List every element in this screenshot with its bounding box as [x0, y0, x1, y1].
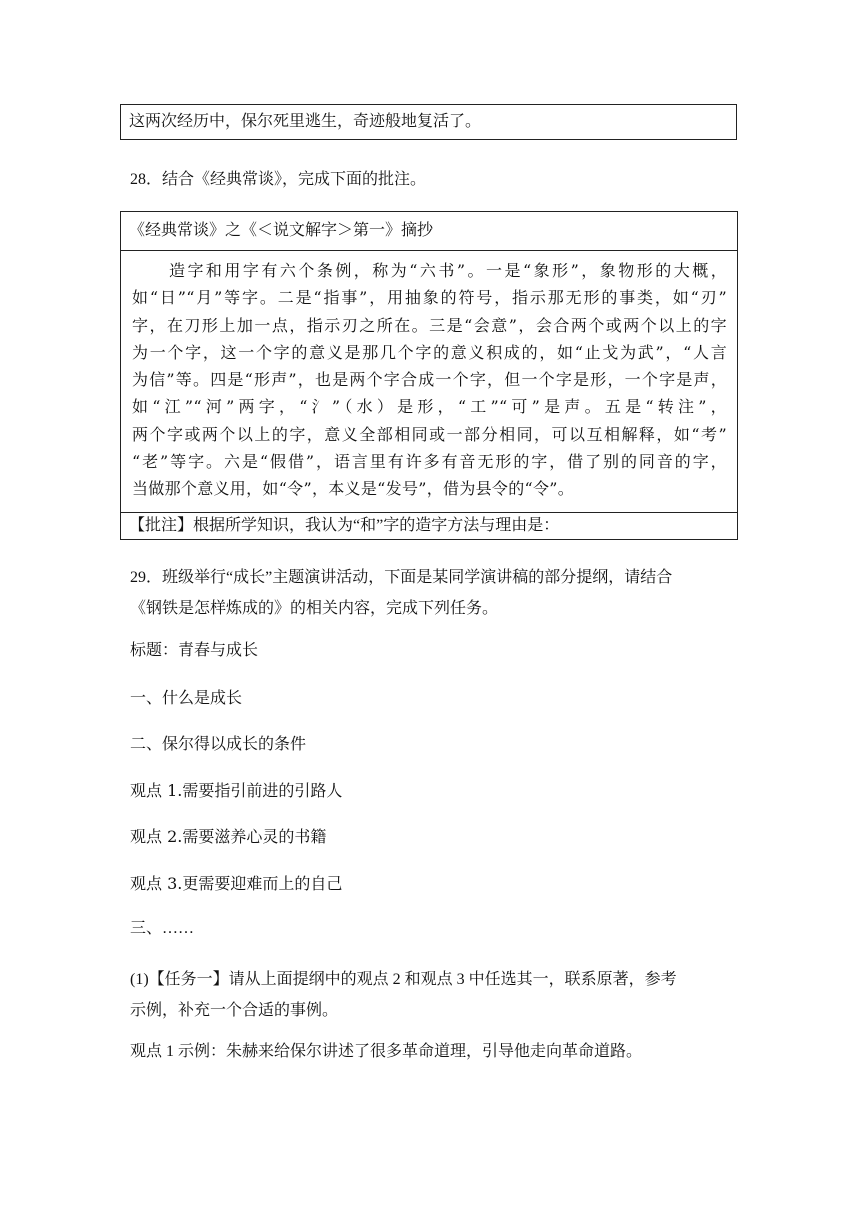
outline-item-2: 二、保尔得以成长的条件	[130, 734, 307, 753]
example-line: 观点 1 示例：朱赫来给保尔讲述了很多革命道理，引导他走向革命道路。	[130, 1043, 643, 1060]
excerpt-line: 如“江”“河”两字，“氵”（水）是形，“工”“可”是声。五是“转注”，	[132, 397, 727, 417]
excerpt-line: 为一个字，这一个字的意义是那几个字的意义积成的，如“止戈为武”，“人言	[132, 342, 727, 362]
speech-title: 标题：青春与成长	[130, 640, 259, 659]
answer-box-text: 这两次经历中，保尔死里逃生，奇迹般地复活了。	[129, 113, 482, 130]
excerpt-line: 造字和用字有六个条例，称为“六书”。一是“象形”，象物形的大概，	[132, 261, 727, 280]
question-29-prompt	[130, 562, 730, 624]
task-1-line-1: (1)【任务一】请从上面提纲中的观点 2 和观点 3 中任选其一，联系原著，参考	[130, 971, 677, 988]
excerpt-table	[120, 211, 738, 540]
outline-item-3: 三、……	[130, 920, 195, 937]
excerpt-table-body	[121, 251, 737, 513]
outline-item-1: 一、什么是成长	[130, 688, 243, 707]
task-1	[130, 964, 730, 1026]
excerpt-line: 当做那个意义用，如“令”，本义是“发号”，借为县令的“令”。	[132, 479, 575, 499]
viewpoint-2: 观点 2.需要滋养心灵的书籍	[130, 827, 327, 846]
question-29-line-1: 29．班级举行“成长”主题演讲活动，下面是某同学演讲稿的部分提纲，请结合	[130, 569, 673, 586]
question-28: 28．结合《经典常谈》，完成下面的批注。	[130, 171, 427, 188]
viewpoint-3: 观点 3.更需要迎难而上的自己	[130, 874, 343, 893]
excerpt-line: 字，在刀形上加一点，指示刃之所在。三是“会意”，会合两个或两个以上的字	[132, 315, 727, 335]
task-1-line-2: 示例，补充一个合适的事例。	[130, 1002, 339, 1019]
excerpt-line: 如“日”“月”等字。二是“指事”，用抽象的符号，指示那无形的事类，如“刃”	[132, 288, 727, 308]
excerpt-line: 两个字或两个以上的字，意义全部相同或一部分相同，可以互相解释，如“考”	[132, 424, 727, 444]
viewpoint-1: 观点 1.需要指引前进的引路人	[130, 781, 343, 800]
answer-box	[120, 104, 737, 140]
question-29-line-2: 《钢铁是怎样炼成的》的相关内容，完成下列任务。	[130, 600, 499, 617]
annotation-row: 【批注】根据所学知识，我认为“和”字的造字方法与理由是：	[129, 517, 560, 534]
excerpt-line: “老”等字。六是“假借”，语言里有许多有音无形的字，借了别的同音的字，	[132, 452, 727, 472]
excerpt-table-header: 《经典常谈》之《＜说文解字＞第一》摘抄	[121, 212, 737, 251]
excerpt-line: 为信”等。四是“形声”，也是两个字合成一个字，但一个字是形，一个字是声，	[132, 370, 727, 390]
